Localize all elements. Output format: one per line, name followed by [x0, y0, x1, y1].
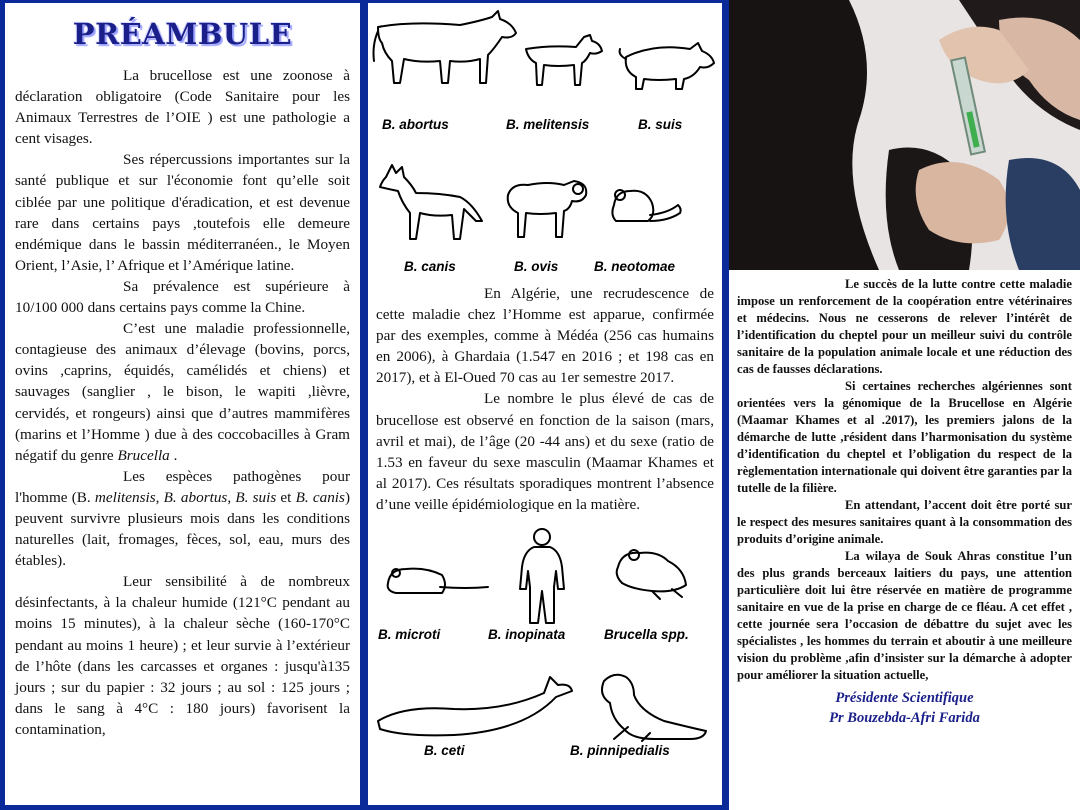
paragraph-intro: La brucellose est une zoonose à déclaration obligatoire (Code Sanitaire pour les Animaux Terrestres de l’OIE ) est une pathologie a cent visages.	[15, 67, 350, 148]
text-span: ) peuvent survivre plusieurs mois dans les conditions naturelles (lait, fromages, fèces, sol, eau, murs des étables).	[15, 488, 350, 570]
species-name: B. abortus	[163, 488, 228, 506]
species-name: B. suis	[235, 488, 277, 506]
pig-icon	[614, 37, 718, 91]
rat-icon	[606, 185, 686, 235]
ram-icon	[498, 175, 592, 241]
paragraph-repercussions: Ses répercussions importantes sur la santé publique et sur l'économie font qu’elle soit ciblée par une politique d'éradication, et est devenue rare dans certains pays ,toutefois elle demeure endémique dans le bassin méditerranéen., le Moyen Orient, l’Asie, l’ Afrique et l’Amérique latine.	[15, 151, 350, 274]
text-span: C’est une maladie professionnelle, contagieuse des animaux d’élevage (bovins, porcs, ovins ,caprins, équidés, camélidés et chiens) et sauvages (sanglier , le bison, le wapiti ,lièvre, cervidés, et rongeurs) ainsi que d’autres mammifères (marins et l’Homme ) due à des coccobacilles à Gram négatif du genre	[15, 320, 350, 464]
label-pinnipedialis: B. pinnipedialis	[570, 743, 670, 759]
algeria-text	[376, 283, 714, 515]
dog-icon	[376, 163, 486, 243]
label-suis: B. suis	[638, 117, 683, 132]
preambule-text	[15, 65, 350, 740]
label-inopinata: B. inopinata	[488, 627, 566, 643]
vaccination-photo	[729, 0, 1080, 270]
paragraph-souk-ahras: La wilaya de Souk Ahras constitue l’un des plus grands berceaux laitiers du pays, une attention particulière doit lui être réservée en matière de programme sanitaire en vue de la prise en charge de ce fléau. A cet effet , cette journée sera l’occasion de débattre du sujet avec les spécialistes , les hommes du terrain et aboutir à une meilleure vision du problème ,afin d’insister sur la démarche à adopter pour améliorer la situation actuelle,	[737, 549, 1072, 682]
paragraph-sanitary: En attendant, l’accent doit être porté sur le respect des mesures sanitaires quant à la consommation des produits d’origine animale.	[737, 498, 1072, 546]
paragraph-prevalence: Sa prévalence est supérieure à 10/100 000 dans certains pays comme la Chine.	[15, 277, 350, 317]
paragraph-sensitivity: Leur sensibilité à de nombreux désinfectants, à la chaleur humide (121°C pendant au moins 15 minutes), à la chaleur sèche (160-170°C pendant au moins 1 heure) ; et leur survie à l’extérieur de l’hôte (dans les carcasses et organes : jusqu'à135 jours ; sur du papier : 32 jours ; au sol : 125 jours ; dans le sang à 4°C : 180 jours) favorisent la contamination,	[15, 573, 350, 738]
label-spp: Brucella spp.	[604, 627, 689, 643]
conclusion-text	[729, 270, 1080, 684]
paragraph-research: Si certaines recherches algériennes sont orientées vers la génomique de la Brucellose en Algérie (Maamar Khames et al .2017), les premiers jalons de la démarche de lutte ,résident dans l’harmonisation du système d’identification du cheptel et l’obligation du respect de la règlementation internationale qui doivent être garanties par la tutelle de la filière.	[737, 379, 1072, 495]
signature	[729, 688, 1080, 728]
text-span: Les espèces pathogènes pour l'homme (B.	[15, 467, 350, 506]
frog-icon	[612, 545, 692, 601]
paragraph-cooperation: Le succès de la lutte contre cette maladie impose un renforcement de la coopération entre vétérinaires et médecins. Nous ne cesserons de relever l’intérêt de l’identification du cheptel pour un meilleur suivi du contrôle sanitaire de la population animale locale et une réduction des cas de fausses déclarations.	[737, 277, 1072, 376]
seal-icon	[594, 669, 710, 743]
species-name: melitensis	[94, 488, 156, 506]
vole-icon	[382, 561, 492, 605]
text-span: ,	[155, 488, 164, 506]
label-abortus: B. abortus	[382, 117, 449, 132]
paragraph-professional	[15, 318, 350, 466]
label-neotomae: B. neotomae	[594, 259, 676, 274]
text-span: et	[276, 488, 296, 506]
page-title: PRÉAMBULE	[72, 17, 293, 51]
paragraph-seasonality: Le nombre le plus élevé de cas de brucellose est observé en fonction de la saison (mars, avril et mai), de l’âge (20 -44 ans) et du sexe (ratio de 1.53 en faveur du sexe masculin (Maamar Khames et al 2017). Ces résultats sporadiques montrent l’absence d’une veille épidémiologique en la matière.	[376, 390, 714, 513]
column-preambule	[5, 3, 360, 805]
cow-icon	[370, 9, 520, 89]
column-species	[368, 3, 722, 805]
column-conclusion	[729, 0, 1080, 810]
signature-name: Pr Bouzebda-Afri Farida	[829, 710, 980, 726]
text-span: .	[169, 446, 178, 464]
species-name: B. canis	[295, 488, 345, 506]
label-melitensis: B. melitensis	[506, 117, 590, 132]
paragraph-algeria: En Algérie, une recrudescence de cette maladie chez l’Homme est apparue, confirmée par des exemples, comme à Médéa (256 cas humains en 2006), à Ghardaia (1.547 en 2016 ; et 198 cas en 2017), et à El-Oued 70 cas au 1er semestre 2017.	[376, 285, 714, 387]
species-illustrations-bottom	[368, 527, 722, 767]
goat-icon	[520, 33, 606, 89]
label-ovis: B. ovis	[514, 259, 559, 274]
genus-name: Brucella	[117, 446, 170, 464]
species-illustrations-top	[368, 3, 722, 283]
whale-icon	[374, 675, 574, 745]
signature-role: Présidente Scientifique	[835, 690, 974, 706]
text-span: ,	[227, 488, 236, 506]
paragraph-species	[15, 466, 350, 571]
label-canis: B. canis	[404, 259, 456, 274]
label-microti: B. microti	[378, 627, 441, 643]
label-ceti: B. ceti	[424, 743, 465, 759]
human-icon	[514, 527, 570, 627]
